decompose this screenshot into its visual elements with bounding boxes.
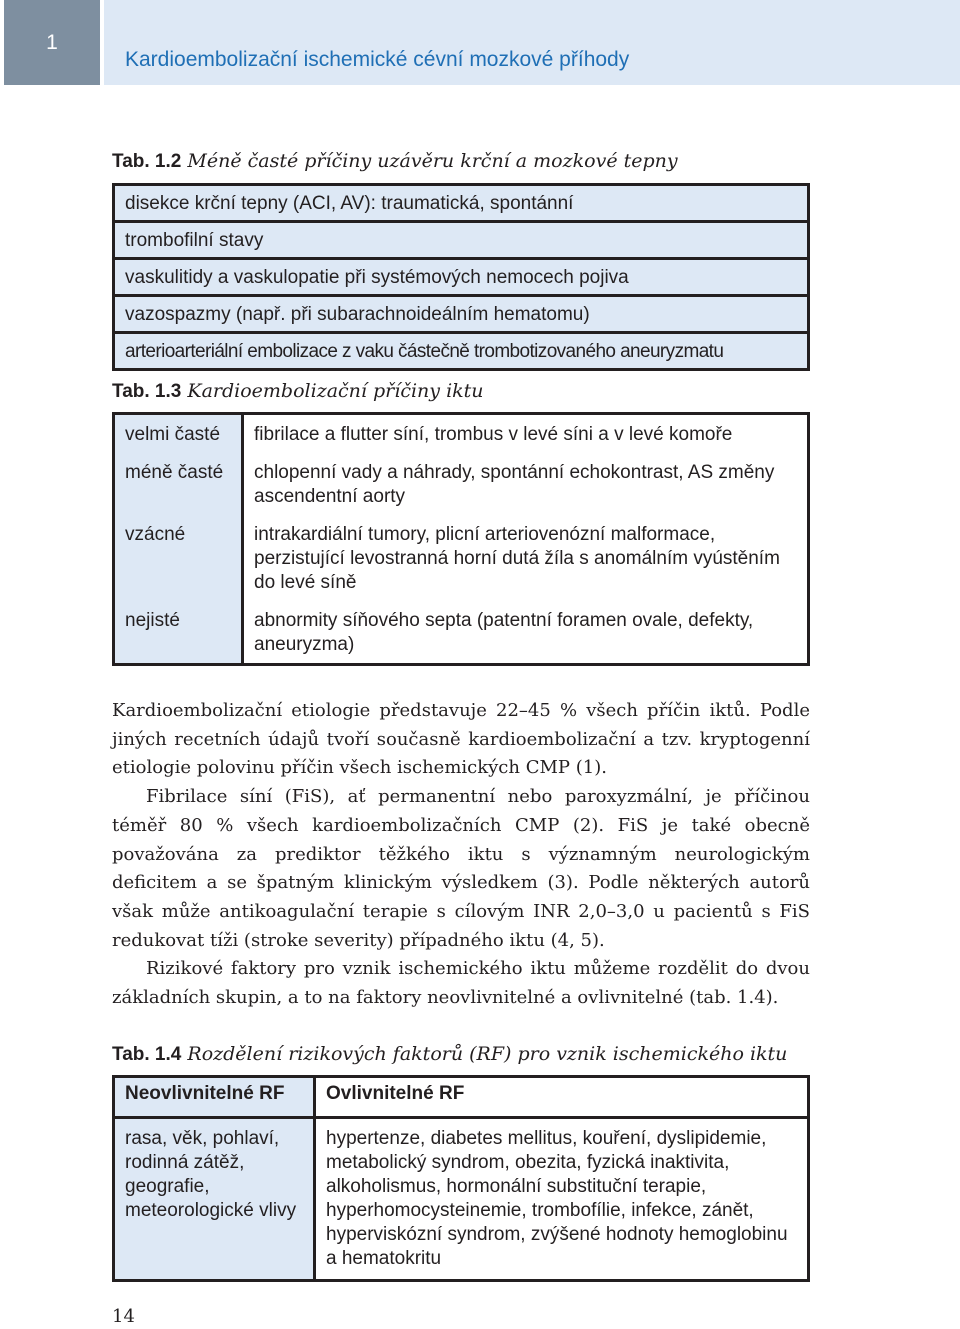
table-title: Méně časté příčiny uzávěru krční a mozkové tepny xyxy=(187,150,678,172)
table-row xyxy=(114,453,809,515)
table-row xyxy=(114,259,809,296)
table-row xyxy=(114,414,809,454)
table-row xyxy=(114,222,809,259)
paragraph: Fibrilace síní (FiS), ať permanentní nebo paroxyzmální, je příčinou téměř 80 % všech kardioembolizačních CMP (2). FiS je také obecně považována za prediktor těžkého iktu s významným neurologickým deficitem a se špatným klinickým výsledkem (3). Podle některých autorů však může antikoagulační terapie s cílovým INR 2,0–3,0 u pacientů s FiS redukovat tíži (stroke severity) případného iktu (4, 5). xyxy=(112,786,810,951)
frequency-cell: vzácné xyxy=(114,515,243,601)
table-1-4 xyxy=(112,1075,810,1282)
table-cell: disekce krční tepny (ACI, AV): traumatická, spontánní xyxy=(114,185,809,222)
column-header: Ovlivnitelné RF xyxy=(315,1077,809,1118)
table-cell: hypertenze, diabetes mellitus, kouření, dyslipidemie, metabolický syndrom, obezita, fyzická inaktivita, alkoholismus, hormonální substituční terapie, hyperhomocysteinemie, trombofílie, infekce, zánět, hyperviskózní syndrom, zvýšené hodnoty hemoglobinu a hematokritu xyxy=(315,1118,809,1281)
table-row xyxy=(114,296,809,333)
table-cell: arterioarteriální embolizace z vaku částečně trombotizovaného aneuryzmatu xyxy=(125,341,724,362)
table-title: Rozdělení rizikových faktorů (RF) pro vznik ischemického iktu xyxy=(187,1043,788,1065)
table-row xyxy=(114,601,809,665)
table-1-2 xyxy=(112,183,810,371)
table-cell: rasa, věk, pohlaví, rodinná zátěž, geografie, meteorologické vlivy xyxy=(114,1118,315,1281)
table-row xyxy=(114,185,809,222)
paragraph: Kardioembolizační etiologie představuje 22–45 % všech příčin iktů. Podle jiných recetních údajů tvoří současně kardioembolizační a tzv. kryptogenní etiologie polovinu příčin všech ischemických CMP (1). xyxy=(112,700,810,779)
table-cell: vazospazmy (např. při subarachnoideálním hematomu) xyxy=(114,296,809,333)
causes-cell: fibrilace a flutter síní, trombus v levé síni a v levé komoře xyxy=(243,414,809,454)
table-1-2-caption xyxy=(112,150,678,173)
table-1-3 xyxy=(112,412,810,666)
table-header-row xyxy=(114,1077,809,1118)
causes-cell: intrakardiální tumory, plicní arteriovenózní malformace, perzistující levostranná horní dutá žíla s anomálním vyústěním do levé síně xyxy=(243,515,809,601)
paragraph: Rizikové faktory pro vznik ischemického iktu můžeme rozdělit do dvou základních skupin, a to na faktory neovlivnitelné a ovlivnitelné (tab. 1.4). xyxy=(112,958,810,1009)
chapter-title-bar xyxy=(104,0,960,85)
chapter-header xyxy=(0,0,960,88)
table-cell: vaskulitidy a vaskulopatie při systémových nemocech pojiva xyxy=(114,259,809,296)
frequency-cell: nejisté xyxy=(114,601,243,665)
causes-cell: chlopenní vady a náhrady, spontánní echokontrast, AS změny ascendentní aorty xyxy=(243,453,809,515)
chapter-title: Kardioembolizační ischemické cévní mozkové příhody xyxy=(125,48,630,71)
table-title: Kardioembolizační příčiny iktu xyxy=(187,380,484,402)
frequency-cell: méně časté xyxy=(114,453,243,515)
table-1-4-caption xyxy=(112,1043,787,1066)
causes-cell: abnormity síňového septa (patentní foramen ovale, defekty, aneuryzma) xyxy=(243,601,809,665)
table-cell: trombofilní stavy xyxy=(114,222,809,259)
table-row xyxy=(114,1118,809,1281)
table-1-3-caption xyxy=(112,380,484,403)
column-header: Neovlivnitelné RF xyxy=(114,1077,315,1118)
chapter-number: 1 xyxy=(4,0,100,85)
body-text xyxy=(112,697,810,1013)
table-number: Tab. 1.2 xyxy=(112,151,182,172)
table-row xyxy=(114,515,809,601)
page-number: 14 xyxy=(112,1306,135,1327)
table-row xyxy=(114,333,809,370)
table-number: Tab. 1.4 xyxy=(112,1044,182,1065)
frequency-cell: velmi časté xyxy=(114,414,243,454)
table-number: Tab. 1.3 xyxy=(112,381,182,402)
